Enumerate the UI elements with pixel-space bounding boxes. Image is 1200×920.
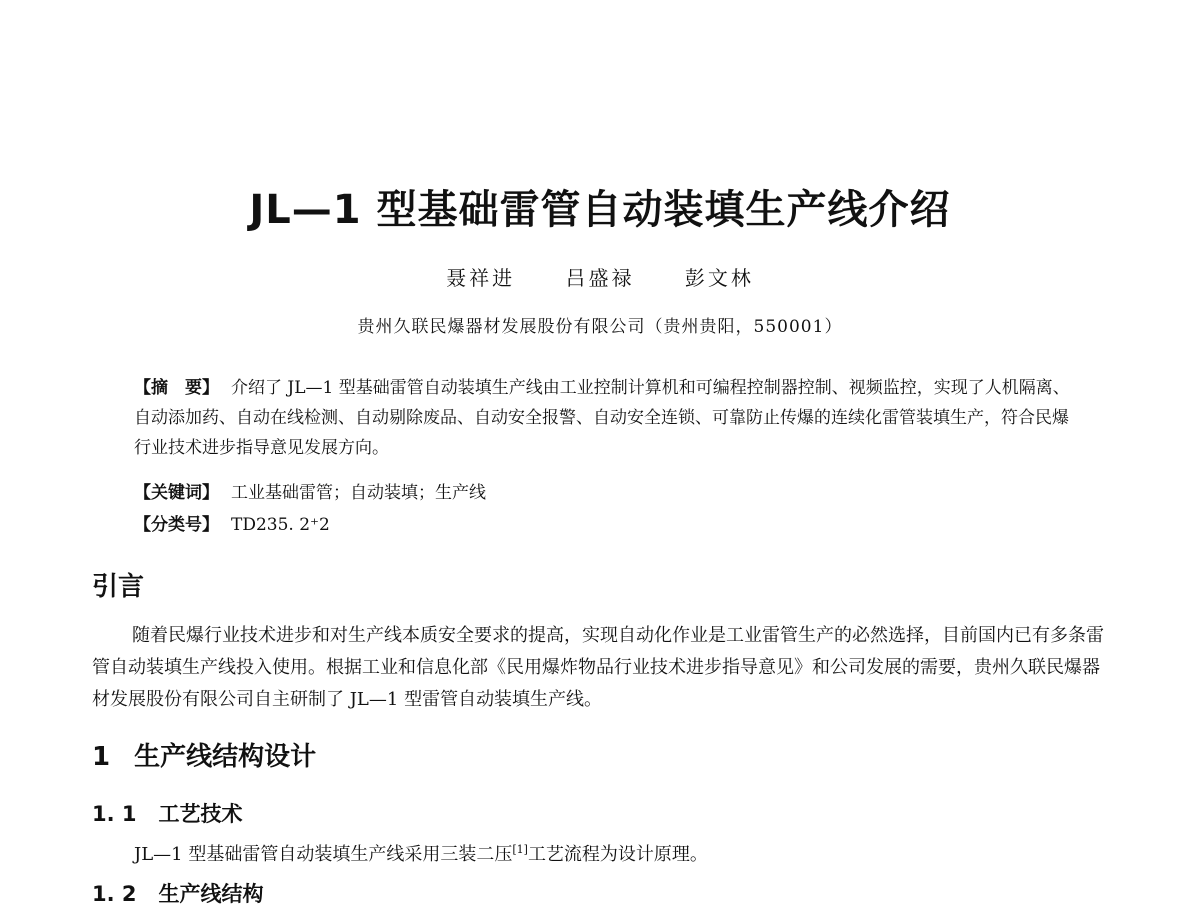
classification-text: TD235. 2⁺2 xyxy=(231,515,330,535)
intro-paragraph: 随着民爆行业技术进步和对生产线本质安全要求的提高，实现自动化作业是工业雷管生产的必然选择，目前国内已有多条雷管自动装填生产线投入使用。根据工业和信息化部《民用爆炸物品行业技术进步指导意见》和公司发展的需要，贵州久联民爆器材发展股份有限公司自主研制了 JL—1 型雷管自动装填生产线。 xyxy=(92,625,1104,710)
author-name: 彭文林 xyxy=(684,266,754,290)
section-title: 生产线结构设计 xyxy=(134,742,317,772)
intro-heading: 引言 xyxy=(92,572,145,602)
author-name: 吕盛禄 xyxy=(565,266,635,290)
paragraph-text: JL—1 型基础雷管自动装填生产线采用三装二压 xyxy=(134,844,513,865)
paper-title: JL—1 型基础雷管自动装填生产线介绍 xyxy=(249,187,951,233)
abstract-block xyxy=(134,373,1084,463)
section-1-1-heading xyxy=(92,798,243,828)
section-title: 工艺技术 xyxy=(158,802,243,826)
abstract-label: 【摘 要】 xyxy=(134,378,219,398)
abstract-text: 介绍了 JL—1 型基础雷管自动装填生产线由工业控制计算机和可编程控制器控制、视频监控，实现了人机隔离、自动添加药、自动在线检测、自动剔除废品、自动安全报警、自动安全连锁、可靠防止传爆的连续化雷管装填生产，符合民爆行业技术进步指导意见发展方向。 xyxy=(134,378,1070,458)
section-title: 生产线结构 xyxy=(158,882,264,906)
keywords-text: 工业基础雷管；自动装填；生产线 xyxy=(231,483,486,503)
author-affiliation: 贵州久联民爆器材发展股份有限公司（贵州贵阳，550001） xyxy=(357,317,843,337)
keywords-label: 【关键词】 xyxy=(134,483,219,503)
section-1-heading xyxy=(92,736,316,773)
classification-label: 【分类号】 xyxy=(134,515,219,535)
author-list xyxy=(0,262,1200,291)
section-1-2-heading xyxy=(92,878,264,908)
section-number: 1. 2 xyxy=(92,882,137,906)
section-1-1-paragraph xyxy=(134,840,708,866)
section-number: 1. 1 xyxy=(92,802,137,826)
paragraph-text: 工艺流程为设计原理。 xyxy=(527,844,708,865)
author-name: 聂祥进 xyxy=(446,266,516,290)
keywords-block xyxy=(134,478,1084,508)
classification-block xyxy=(134,510,1084,540)
section-number: 1 xyxy=(92,742,111,772)
citation-ref[interactable]: [1] xyxy=(512,843,528,856)
